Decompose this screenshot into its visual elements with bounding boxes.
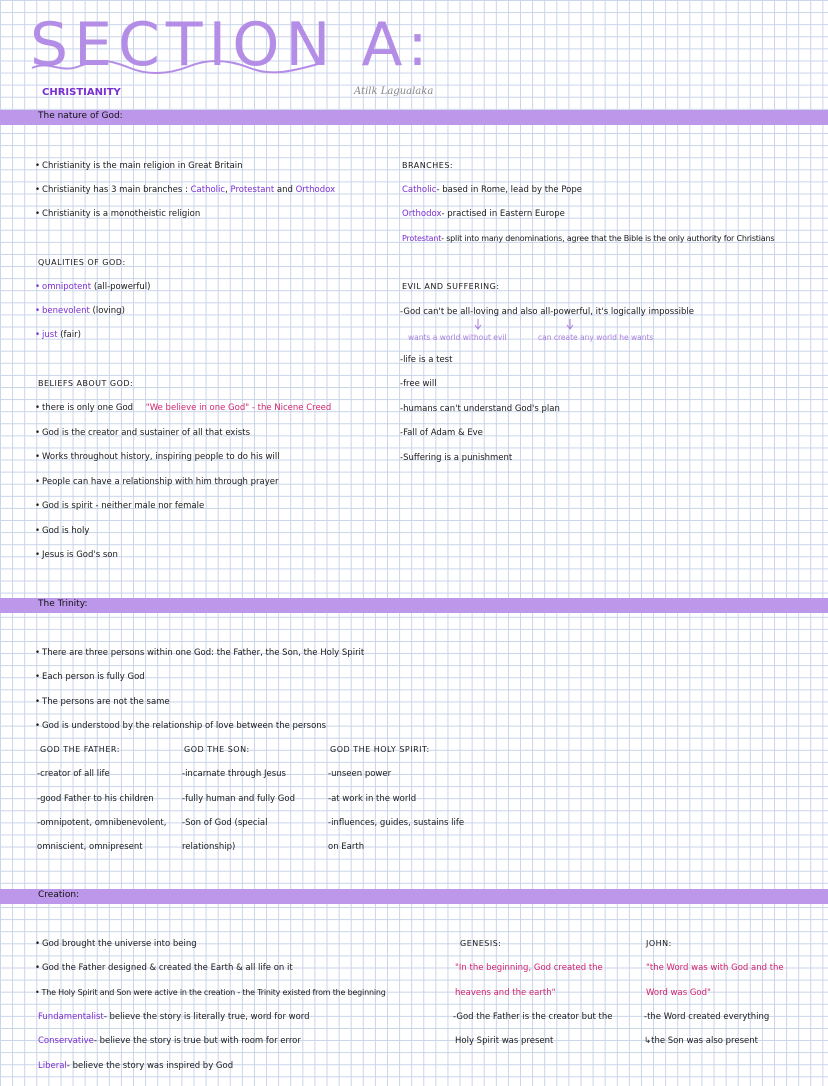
view-term: Conservative xyxy=(38,1036,94,1046)
quality-term: • benevolent xyxy=(35,306,90,316)
branch-name: Catholic xyxy=(402,185,437,195)
quality-meaning: (all-powerful) xyxy=(93,282,151,292)
section-band-trinity xyxy=(0,598,828,613)
quality-term: • omnipotent xyxy=(35,282,91,292)
john-quote-line: "the Word was with God and the xyxy=(646,963,784,973)
belief-item: • God is spirit - neither male nor female xyxy=(35,501,204,511)
branch-name: Orthodox xyxy=(402,209,442,219)
john-heading: JOHN: xyxy=(646,939,672,948)
son-line: -incarnate through Jesus xyxy=(182,769,286,779)
john-note: -the Word created everything xyxy=(644,1012,770,1022)
trinity-point: • God is understood by the relationship of love between the persons xyxy=(35,721,326,731)
evil-point: -free will xyxy=(400,379,437,389)
qualities-heading: QUALITIES OF GOD: xyxy=(38,258,126,267)
son-heading: GOD THE SON: xyxy=(184,745,250,754)
section-heading-nature: The nature of God: xyxy=(38,111,123,121)
belief-item: • People can have a relationship with him through prayer xyxy=(35,477,278,487)
quality-item xyxy=(35,330,81,340)
section-heading-trinity: The Trinity: xyxy=(38,599,88,609)
view-desc: - believe the story is true but with room for error xyxy=(93,1036,301,1046)
trinity-point: • Each person is fully God xyxy=(35,672,145,682)
evil-point: -Fall of Adam & Eve xyxy=(400,428,483,438)
creation-view xyxy=(38,1061,233,1071)
john-note: ↳the Son was also present xyxy=(644,1036,758,1046)
quality-meaning: (loving) xyxy=(92,306,125,316)
beliefs-heading: BELIEFS ABOUT GOD: xyxy=(38,379,134,388)
father-heading: GOD THE FATHER: xyxy=(40,745,120,754)
quality-item xyxy=(35,282,150,292)
father-line: omniscient, omnipresent xyxy=(37,842,143,852)
branch-catholic: Catholic xyxy=(190,185,226,195)
view-term: Fundamentalist xyxy=(38,1012,104,1022)
spirit-heading: GOD THE HOLY SPIRIT: xyxy=(330,745,430,754)
branch-name: Protestant xyxy=(402,234,442,243)
creation-view xyxy=(38,1012,310,1022)
quality-meaning: (fair) xyxy=(60,330,81,340)
father-line: -good Father to his children xyxy=(37,794,154,804)
belief-item: • God is holy xyxy=(35,526,89,536)
intro-line-2-text: • Christianity has 3 main branches : xyxy=(35,185,188,195)
evil-note-left: wants a world without evil xyxy=(408,333,507,342)
son-line: -Son of God (special xyxy=(182,818,268,828)
nicene-creed-quote: "We believe in one God" - the Nicene Creed xyxy=(145,403,332,413)
view-desc: - believe the story is literally true, word for word xyxy=(103,1012,310,1022)
trinity-point: • The persons are not the same xyxy=(35,697,170,707)
evil-point: -life is a test xyxy=(400,355,453,365)
genesis-quote-line: heavens and the earth" xyxy=(455,988,556,998)
branch-desc: - practised in Eastern Europe xyxy=(441,209,565,219)
title-underline-scribble xyxy=(30,58,320,74)
john-quote-line: Word was God" xyxy=(646,988,711,998)
belief-item: • God is the creator and sustainer of all that exists xyxy=(35,428,250,438)
evil-note-right: can create any world he wants xyxy=(538,333,654,342)
belief-item: • Jesus is God's son xyxy=(35,550,118,560)
section-heading-creation: Creation: xyxy=(38,890,80,900)
intro-line-2: • Christianity has 3 main branches : Catholic, Protestant and Orthodox xyxy=(35,185,335,195)
evil-arrows xyxy=(470,318,590,332)
evil-point: -humans can't understand God's plan xyxy=(400,404,560,414)
quality-term: • just xyxy=(35,330,58,340)
creation-point: • God brought the universe into being xyxy=(35,939,197,949)
branches-heading: BRANCHES: xyxy=(402,161,454,170)
spirit-line: -unseen power xyxy=(328,769,392,779)
branch-desc: - based in Rome, lead by the Pope xyxy=(436,185,583,195)
topic-label: CHRISTIANITY xyxy=(42,87,121,98)
creation-point: • The Holy Spirit and Son were active in the creation - the Trinity existed from the beginning xyxy=(35,988,386,997)
page-title: SECTION A: xyxy=(30,10,434,80)
genesis-heading: GENESIS: xyxy=(460,939,502,948)
intro-line-3: • Christianity is a monotheistic religion xyxy=(35,209,200,219)
genesis-note: -God the Father is the creator but the xyxy=(453,1012,613,1022)
branch-row xyxy=(402,185,582,195)
belief-text: • there is only one God xyxy=(35,403,133,413)
father-line: -creator of all life xyxy=(37,769,110,779)
creation-view xyxy=(38,1036,301,1046)
creation-point: • God the Father designed & created the Earth & all life on it xyxy=(35,963,293,973)
evil-heading: EVIL AND SUFFERING: xyxy=(402,282,500,291)
son-line: -fully human and fully God xyxy=(182,794,295,804)
quality-item xyxy=(35,306,125,316)
section-band-nature xyxy=(0,110,828,125)
trinity-point: • There are three persons within one God: the Father, the Son, the Holy Spirit xyxy=(35,648,364,658)
father-line: -omnipotent, omnibenevolent, xyxy=(37,818,167,828)
genesis-quote-line: "In the beginning, God created the xyxy=(455,963,603,973)
branch-row xyxy=(402,209,565,219)
view-term: Liberal xyxy=(38,1061,67,1071)
section-band-creation xyxy=(0,889,828,904)
spirit-line: -at work in the world xyxy=(328,794,417,804)
spirit-line: on Earth xyxy=(328,842,365,852)
branch-protestant: Protestant xyxy=(230,185,275,195)
author-signature: Atilk Lagualaka xyxy=(354,86,434,97)
intro-line-1: • Christianity is the main religion in Great Britain xyxy=(35,161,243,171)
evil-main-point: -God can't be all-loving and also all-powerful, it's logically impossible xyxy=(400,307,694,317)
spirit-line: -influences, guides, sustains life xyxy=(328,818,465,828)
belief-item: • Works throughout history, inspiring people to do his will xyxy=(35,452,280,462)
evil-point: -Suffering is a punishment xyxy=(400,453,513,463)
branch-orthodox: Orthodox xyxy=(295,185,336,195)
branch-and: and xyxy=(276,185,293,195)
genesis-note: Holy Spirit was present xyxy=(455,1036,554,1046)
branch-desc: - split into many denominations, agree that the Bible is the only authority for Christians xyxy=(441,234,775,243)
belief-item xyxy=(35,403,331,413)
son-line: relationship) xyxy=(182,842,236,852)
view-desc: - believe the story was inspired by God xyxy=(66,1061,234,1071)
branch-row xyxy=(402,234,774,243)
